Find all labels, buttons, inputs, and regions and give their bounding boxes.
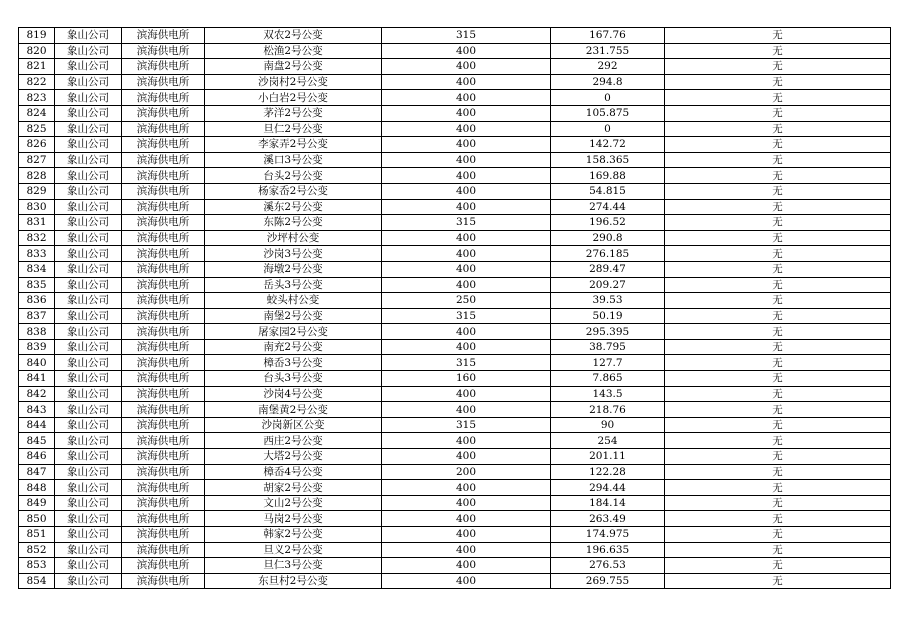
remark-cell: 无	[665, 199, 891, 215]
station-cell: 滨海供电所	[122, 573, 205, 589]
company-cell: 象山公司	[55, 371, 122, 387]
capacity-cell: 400	[382, 558, 551, 574]
remark-cell: 无	[665, 137, 891, 153]
table-row	[19, 199, 891, 215]
remark-cell: 无	[665, 28, 891, 44]
transformer-name-cell: 文山2号公变	[205, 495, 382, 511]
remark-cell: 无	[665, 277, 891, 293]
row-number-cell: 819	[19, 28, 55, 44]
transformer-name-cell: 海墩2号公变	[205, 261, 382, 277]
company-cell: 象山公司	[55, 277, 122, 293]
row-number-cell: 835	[19, 277, 55, 293]
station-cell: 滨海供电所	[122, 355, 205, 371]
table-row	[19, 542, 891, 558]
capacity-cell: 400	[382, 152, 551, 168]
company-cell: 象山公司	[55, 28, 122, 44]
row-number-cell: 854	[19, 573, 55, 589]
row-number-cell: 832	[19, 230, 55, 246]
table-row	[19, 511, 891, 527]
station-cell: 滨海供电所	[122, 417, 205, 433]
table-row	[19, 417, 891, 433]
transformer-name-cell: 沙岗3号公变	[205, 246, 382, 262]
capacity-cell: 400	[382, 324, 551, 340]
company-cell: 象山公司	[55, 261, 122, 277]
load-cell: 158.365	[551, 152, 665, 168]
remark-cell: 无	[665, 558, 891, 574]
table-row	[19, 152, 891, 168]
company-cell: 象山公司	[55, 215, 122, 231]
load-cell: 289.47	[551, 261, 665, 277]
table-row	[19, 74, 891, 90]
load-cell: 218.76	[551, 402, 665, 418]
company-cell: 象山公司	[55, 293, 122, 309]
table-row	[19, 386, 891, 402]
capacity-cell: 315	[382, 28, 551, 44]
remark-cell: 无	[665, 495, 891, 511]
load-cell: 184.14	[551, 495, 665, 511]
transformer-name-cell: 樟岙4号公变	[205, 464, 382, 480]
company-cell: 象山公司	[55, 355, 122, 371]
load-cell: 231.755	[551, 43, 665, 59]
remark-cell: 无	[665, 433, 891, 449]
row-number-cell: 848	[19, 480, 55, 496]
table-row	[19, 230, 891, 246]
table-row	[19, 168, 891, 184]
company-cell: 象山公司	[55, 43, 122, 59]
row-number-cell: 837	[19, 308, 55, 324]
load-cell: 50.19	[551, 308, 665, 324]
transformer-name-cell: 杨家岙2号公变	[205, 183, 382, 199]
capacity-cell: 400	[382, 573, 551, 589]
capacity-cell: 400	[382, 386, 551, 402]
load-cell: 263.49	[551, 511, 665, 527]
remark-cell: 无	[665, 183, 891, 199]
company-cell: 象山公司	[55, 386, 122, 402]
transformer-name-cell: 旦仁3号公变	[205, 558, 382, 574]
capacity-cell: 400	[382, 339, 551, 355]
remark-cell: 无	[665, 449, 891, 465]
table-body	[19, 28, 891, 589]
station-cell: 滨海供电所	[122, 261, 205, 277]
capacity-cell: 160	[382, 371, 551, 387]
row-number-cell: 829	[19, 183, 55, 199]
load-cell: 143.5	[551, 386, 665, 402]
table-row	[19, 293, 891, 309]
capacity-cell: 400	[382, 43, 551, 59]
station-cell: 滨海供电所	[122, 215, 205, 231]
station-cell: 滨海供电所	[122, 59, 205, 75]
row-number-cell: 847	[19, 464, 55, 480]
table-row	[19, 90, 891, 106]
transformer-name-cell: 茅洋2号公变	[205, 105, 382, 121]
table-row	[19, 339, 891, 355]
row-number-cell: 839	[19, 339, 55, 355]
station-cell: 滨海供电所	[122, 511, 205, 527]
transformer-name-cell: 台头2号公变	[205, 168, 382, 184]
remark-cell: 无	[665, 542, 891, 558]
remark-cell: 无	[665, 230, 891, 246]
remark-cell: 无	[665, 324, 891, 340]
row-number-cell: 846	[19, 449, 55, 465]
load-cell: 127.7	[551, 355, 665, 371]
transformer-name-cell: 沙坪村公变	[205, 230, 382, 246]
company-cell: 象山公司	[55, 183, 122, 199]
row-number-cell: 828	[19, 168, 55, 184]
company-cell: 象山公司	[55, 339, 122, 355]
station-cell: 滨海供电所	[122, 308, 205, 324]
table-row	[19, 28, 891, 44]
capacity-cell: 400	[382, 121, 551, 137]
row-number-cell: 820	[19, 43, 55, 59]
capacity-cell: 400	[382, 183, 551, 199]
row-number-cell: 844	[19, 417, 55, 433]
company-cell: 象山公司	[55, 90, 122, 106]
table-row	[19, 371, 891, 387]
transformer-table	[18, 27, 891, 589]
table-row	[19, 105, 891, 121]
company-cell: 象山公司	[55, 246, 122, 262]
station-cell: 滨海供电所	[122, 542, 205, 558]
station-cell: 滨海供电所	[122, 293, 205, 309]
row-number-cell: 834	[19, 261, 55, 277]
capacity-cell: 315	[382, 417, 551, 433]
row-number-cell: 825	[19, 121, 55, 137]
company-cell: 象山公司	[55, 573, 122, 589]
table-row	[19, 355, 891, 371]
load-cell: 196.635	[551, 542, 665, 558]
load-cell: 54.815	[551, 183, 665, 199]
row-number-cell: 850	[19, 511, 55, 527]
transformer-name-cell: 南充2号公变	[205, 339, 382, 355]
station-cell: 滨海供电所	[122, 246, 205, 262]
station-cell: 滨海供电所	[122, 121, 205, 137]
company-cell: 象山公司	[55, 199, 122, 215]
station-cell: 滨海供电所	[122, 402, 205, 418]
load-cell: 254	[551, 433, 665, 449]
transformer-name-cell: 马岗2号公变	[205, 511, 382, 527]
load-cell: 167.76	[551, 28, 665, 44]
row-number-cell: 843	[19, 402, 55, 418]
transformer-name-cell: 松渔2号公变	[205, 43, 382, 59]
company-cell: 象山公司	[55, 168, 122, 184]
remark-cell: 无	[665, 386, 891, 402]
transformer-name-cell: 大塔2号公变	[205, 449, 382, 465]
remark-cell: 无	[665, 402, 891, 418]
table-row	[19, 480, 891, 496]
capacity-cell: 400	[382, 402, 551, 418]
remark-cell: 无	[665, 417, 891, 433]
remark-cell: 无	[665, 152, 891, 168]
station-cell: 滨海供电所	[122, 433, 205, 449]
transformer-name-cell: 蛟头村公变	[205, 293, 382, 309]
capacity-cell: 400	[382, 433, 551, 449]
station-cell: 滨海供电所	[122, 152, 205, 168]
company-cell: 象山公司	[55, 324, 122, 340]
row-number-cell: 853	[19, 558, 55, 574]
capacity-cell: 400	[382, 449, 551, 465]
capacity-cell: 200	[382, 464, 551, 480]
station-cell: 滨海供电所	[122, 183, 205, 199]
row-number-cell: 845	[19, 433, 55, 449]
remark-cell: 无	[665, 527, 891, 543]
capacity-cell: 315	[382, 355, 551, 371]
station-cell: 滨海供电所	[122, 527, 205, 543]
row-number-cell: 824	[19, 105, 55, 121]
row-number-cell: 852	[19, 542, 55, 558]
capacity-cell: 400	[382, 480, 551, 496]
station-cell: 滨海供电所	[122, 371, 205, 387]
row-number-cell: 849	[19, 495, 55, 511]
load-cell: 274.44	[551, 199, 665, 215]
load-cell: 122.28	[551, 464, 665, 480]
remark-cell: 无	[665, 511, 891, 527]
row-number-cell: 833	[19, 246, 55, 262]
company-cell: 象山公司	[55, 449, 122, 465]
table-row	[19, 183, 891, 199]
row-number-cell: 821	[19, 59, 55, 75]
table-row	[19, 137, 891, 153]
transformer-name-cell: 南堡2号公变	[205, 308, 382, 324]
company-cell: 象山公司	[55, 74, 122, 90]
table-row	[19, 43, 891, 59]
table-row	[19, 402, 891, 418]
station-cell: 滨海供电所	[122, 449, 205, 465]
capacity-cell: 400	[382, 246, 551, 262]
table-row	[19, 277, 891, 293]
capacity-cell: 400	[382, 105, 551, 121]
transformer-name-cell: 韩家2号公变	[205, 527, 382, 543]
table-row	[19, 246, 891, 262]
transformer-name-cell: 旦义2号公变	[205, 542, 382, 558]
transformer-name-cell: 屠家园2号公变	[205, 324, 382, 340]
table-row	[19, 464, 891, 480]
row-number-cell: 851	[19, 527, 55, 543]
load-cell: 269.755	[551, 573, 665, 589]
remark-cell: 无	[665, 59, 891, 75]
station-cell: 滨海供电所	[122, 74, 205, 90]
row-number-cell: 838	[19, 324, 55, 340]
capacity-cell: 315	[382, 308, 551, 324]
company-cell: 象山公司	[55, 542, 122, 558]
load-cell: 201.11	[551, 449, 665, 465]
company-cell: 象山公司	[55, 105, 122, 121]
company-cell: 象山公司	[55, 417, 122, 433]
capacity-cell: 400	[382, 495, 551, 511]
capacity-cell: 400	[382, 59, 551, 75]
company-cell: 象山公司	[55, 230, 122, 246]
remark-cell: 无	[665, 105, 891, 121]
remark-cell: 无	[665, 168, 891, 184]
station-cell: 滨海供电所	[122, 230, 205, 246]
company-cell: 象山公司	[55, 433, 122, 449]
remark-cell: 无	[665, 464, 891, 480]
remark-cell: 无	[665, 293, 891, 309]
remark-cell: 无	[665, 355, 891, 371]
load-cell: 142.72	[551, 137, 665, 153]
company-cell: 象山公司	[55, 402, 122, 418]
capacity-cell: 400	[382, 230, 551, 246]
remark-cell: 无	[665, 121, 891, 137]
spreadsheet-page	[18, 27, 891, 589]
remark-cell: 无	[665, 43, 891, 59]
station-cell: 滨海供电所	[122, 43, 205, 59]
capacity-cell: 400	[382, 90, 551, 106]
table-row	[19, 59, 891, 75]
station-cell: 滨海供电所	[122, 105, 205, 121]
remark-cell: 无	[665, 246, 891, 262]
table-row	[19, 308, 891, 324]
table-row	[19, 433, 891, 449]
capacity-cell: 315	[382, 215, 551, 231]
transformer-name-cell: 胡家2号公变	[205, 480, 382, 496]
station-cell: 滨海供电所	[122, 495, 205, 511]
row-number-cell: 842	[19, 386, 55, 402]
load-cell: 294.8	[551, 74, 665, 90]
transformer-name-cell: 樟岙3号公变	[205, 355, 382, 371]
transformer-name-cell: 溪口3号公变	[205, 152, 382, 168]
station-cell: 滨海供电所	[122, 464, 205, 480]
remark-cell: 无	[665, 215, 891, 231]
row-number-cell: 822	[19, 74, 55, 90]
table-row	[19, 573, 891, 589]
company-cell: 象山公司	[55, 137, 122, 153]
remark-cell: 无	[665, 261, 891, 277]
transformer-name-cell: 岳头3号公变	[205, 277, 382, 293]
company-cell: 象山公司	[55, 511, 122, 527]
table-row	[19, 495, 891, 511]
load-cell: 196.52	[551, 215, 665, 231]
capacity-cell: 250	[382, 293, 551, 309]
company-cell: 象山公司	[55, 558, 122, 574]
load-cell: 276.185	[551, 246, 665, 262]
remark-cell: 无	[665, 339, 891, 355]
load-cell: 290.8	[551, 230, 665, 246]
table-row	[19, 121, 891, 137]
table-row	[19, 261, 891, 277]
capacity-cell: 400	[382, 137, 551, 153]
row-number-cell: 836	[19, 293, 55, 309]
remark-cell: 无	[665, 573, 891, 589]
row-number-cell: 831	[19, 215, 55, 231]
load-cell: 174.975	[551, 527, 665, 543]
company-cell: 象山公司	[55, 464, 122, 480]
station-cell: 滨海供电所	[122, 386, 205, 402]
company-cell: 象山公司	[55, 308, 122, 324]
company-cell: 象山公司	[55, 480, 122, 496]
transformer-name-cell: 沙岗4号公变	[205, 386, 382, 402]
transformer-name-cell: 南盘2号公变	[205, 59, 382, 75]
remark-cell: 无	[665, 308, 891, 324]
transformer-name-cell: 沙岗新区公变	[205, 417, 382, 433]
transformer-name-cell: 沙岗村2号公变	[205, 74, 382, 90]
station-cell: 滨海供电所	[122, 277, 205, 293]
station-cell: 滨海供电所	[122, 168, 205, 184]
load-cell: 294.44	[551, 480, 665, 496]
table-row	[19, 558, 891, 574]
load-cell: 209.27	[551, 277, 665, 293]
remark-cell: 无	[665, 74, 891, 90]
station-cell: 滨海供电所	[122, 28, 205, 44]
capacity-cell: 400	[382, 168, 551, 184]
capacity-cell: 400	[382, 199, 551, 215]
load-cell: 0	[551, 90, 665, 106]
load-cell: 90	[551, 417, 665, 433]
station-cell: 滨海供电所	[122, 558, 205, 574]
remark-cell: 无	[665, 371, 891, 387]
row-number-cell: 826	[19, 137, 55, 153]
load-cell: 169.88	[551, 168, 665, 184]
transformer-name-cell: 李家弄2号公变	[205, 137, 382, 153]
transformer-name-cell: 小白岩2号公变	[205, 90, 382, 106]
station-cell: 滨海供电所	[122, 90, 205, 106]
station-cell: 滨海供电所	[122, 137, 205, 153]
capacity-cell: 400	[382, 542, 551, 558]
station-cell: 滨海供电所	[122, 199, 205, 215]
load-cell: 38.795	[551, 339, 665, 355]
station-cell: 滨海供电所	[122, 339, 205, 355]
row-number-cell: 823	[19, 90, 55, 106]
row-number-cell: 830	[19, 199, 55, 215]
load-cell: 276.53	[551, 558, 665, 574]
row-number-cell: 840	[19, 355, 55, 371]
remark-cell: 无	[665, 90, 891, 106]
transformer-name-cell: 台头3号公变	[205, 371, 382, 387]
load-cell: 295.395	[551, 324, 665, 340]
load-cell: 292	[551, 59, 665, 75]
transformer-name-cell: 溪东2号公变	[205, 199, 382, 215]
transformer-name-cell: 双农2号公变	[205, 28, 382, 44]
company-cell: 象山公司	[55, 121, 122, 137]
company-cell: 象山公司	[55, 527, 122, 543]
transformer-name-cell: 旦仁2号公变	[205, 121, 382, 137]
capacity-cell: 400	[382, 527, 551, 543]
transformer-name-cell: 东旦村2号公变	[205, 573, 382, 589]
capacity-cell: 400	[382, 511, 551, 527]
transformer-name-cell: 西庄2号公变	[205, 433, 382, 449]
transformer-name-cell: 东陈2号公变	[205, 215, 382, 231]
company-cell: 象山公司	[55, 152, 122, 168]
station-cell: 滨海供电所	[122, 480, 205, 496]
station-cell: 滨海供电所	[122, 324, 205, 340]
row-number-cell: 841	[19, 371, 55, 387]
load-cell: 105.875	[551, 105, 665, 121]
load-cell: 39.53	[551, 293, 665, 309]
company-cell: 象山公司	[55, 495, 122, 511]
company-cell: 象山公司	[55, 59, 122, 75]
table-row	[19, 449, 891, 465]
table-row	[19, 324, 891, 340]
capacity-cell: 400	[382, 277, 551, 293]
table-row	[19, 527, 891, 543]
table-row	[19, 215, 891, 231]
remark-cell: 无	[665, 480, 891, 496]
load-cell: 7.865	[551, 371, 665, 387]
capacity-cell: 400	[382, 74, 551, 90]
capacity-cell: 400	[382, 261, 551, 277]
transformer-name-cell: 南堡黄2号公变	[205, 402, 382, 418]
row-number-cell: 827	[19, 152, 55, 168]
load-cell: 0	[551, 121, 665, 137]
